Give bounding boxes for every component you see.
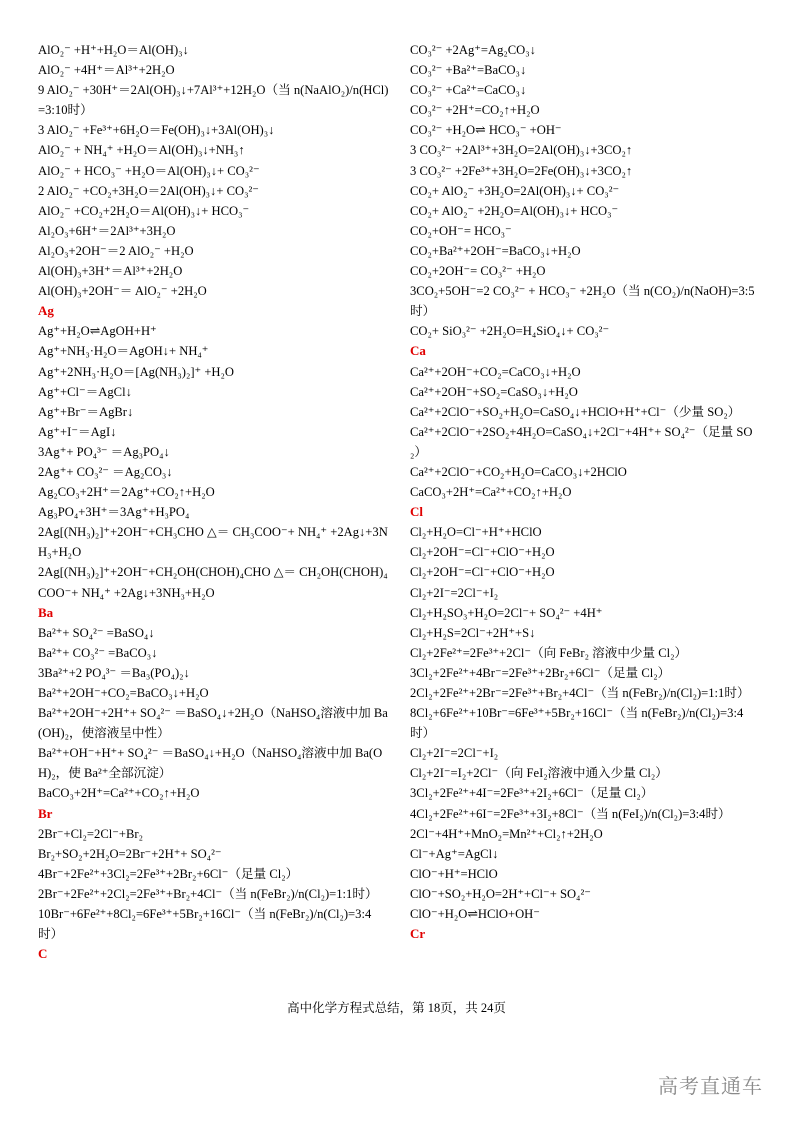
equation-line: CO₃²⁻ +2Ag⁺=Ag₂CO₃↓ <box>410 43 536 57</box>
equation-line: ClO⁻+SO₂+H₂O=2H⁺+Cl⁻+ SO₄²⁻ <box>410 886 591 901</box>
left-column <box>38 40 390 964</box>
equation-line: Al(OH)₃+3H⁺＝Al³⁺+2H₂O <box>38 264 183 279</box>
equation-line: CO₂+ AlO₂⁻ +2H₂O=Al(OH)₃↓+ HCO₃⁻ <box>410 203 619 218</box>
equation-line: Cl₂+2I⁻=2Cl⁻+I₂ <box>410 585 499 600</box>
equation-line: Al(OH)₃+2OH⁻＝ AlO₂⁻ +2H₂O <box>38 284 207 299</box>
equation-line: 10Br⁻+6Fe²⁺+8Cl₂=6Fe³⁺+5Br₂+16Cl⁻（当 n(FeBr₂)/n(Cl₂)=3:4时） <box>38 907 372 942</box>
equation-line: 9 AlO₂⁻ +30H⁺＝2Al(OH)₃↓+7Al³⁺+12H₂O（当 n(NaAlO₂)/n(HCl)=3:10时） <box>38 83 389 118</box>
section-heading: Ag <box>38 303 54 319</box>
equation-line: Ba²⁺+ SO₄²⁻ =BaSO₄↓ <box>38 625 155 640</box>
equation-line: 8Cl₂+6Fe²⁺+10Br⁻=6Fe³⁺+5Br₂+16Cl⁻（当 n(FeBr₂)/n(Cl₂)=3:4时） <box>410 706 744 741</box>
equation-line: Cl₂+2I⁻=2Cl⁻+I₂ <box>410 746 499 761</box>
section-heading: Br <box>38 805 53 821</box>
equation-line: Ag⁺+H₂O⇌AgOH+H⁺ <box>38 324 157 339</box>
equation-line: 4Br⁻+2Fe²⁺+3Cl₂=2Fe³⁺+2Br₂+6Cl⁻（足量 Cl₂） <box>38 866 299 881</box>
equation-line: Ag⁺+I⁻＝AgI↓ <box>38 424 117 439</box>
section-heading: Ca <box>410 343 426 359</box>
equation-line: CO₂+2OH⁻= CO₃²⁻ +H₂O <box>410 264 546 279</box>
equation-line: ClO⁻+H⁺=HClO <box>410 866 498 881</box>
equation-line: AlO₂⁻ +4H⁺＝Al³⁺+2H₂O <box>38 63 175 78</box>
equation-line: CO₃²⁻ +H₂O⇌ HCO₃⁻ +OH⁻ <box>410 123 562 138</box>
equation-line: Ba²⁺+OH⁻+H⁺+ SO₄²⁻ ＝BaSO₄↓+H₂O（NaHSO₄溶液中加 Ba(OH)₂，使 Ba²⁺全部沉淀） <box>38 746 383 781</box>
equation-line: Ba²⁺+2OH⁻+2H⁺+ SO₄²⁻ ＝BaSO₄↓+2H₂O（NaHSO₄溶液中加 Ba(OH)₂，使溶液呈中性） <box>38 706 388 741</box>
equation-line: Cl₂+H₂SO₃+H₂O=2Cl⁻+ SO₄²⁻ +4H⁺ <box>410 605 603 620</box>
equation-line: CO₃²⁻ +Ca²⁺=CaCO₃↓ <box>410 83 527 98</box>
equation-line: 2 AlO₂⁻ +CO₂+3H₂O＝2Al(OH)₃↓+ CO₃²⁻ <box>38 183 259 198</box>
equation-line: Ca²⁺+2ClO⁻+SO₂+H₂O=CaSO₄↓+HClO+H⁺+Cl⁻（少量 SO₂） <box>410 404 741 419</box>
equation-line: Cl₂+2OH⁻=Cl⁻+ClO⁻+H₂O <box>410 545 555 560</box>
equation-line: CO₃²⁻ +Ba²⁺=BaCO₃↓ <box>410 63 527 78</box>
right-column <box>410 40 760 944</box>
equation-line: 3 CO₃²⁻ +2Al³⁺+3H₂O=2Al(OH)₃↓+3CO₂↑ <box>410 143 633 158</box>
section-heading: Ba <box>38 604 54 620</box>
equation-line: Cl₂+H₂S=2Cl⁻+2H⁺+S↓ <box>410 625 536 640</box>
watermark: 高考直通车 <box>658 1074 763 1098</box>
equation-line: Ca²⁺+2OH⁻+SO₂=CaSO₃↓+H₂O <box>410 384 578 399</box>
equation-line: Cl₂+2OH⁻=Cl⁻+ClO⁻+H₂O <box>410 565 555 580</box>
equation-line: 3 CO₃²⁻ +2Fe³⁺+3H₂O=2Fe(OH)₃↓+3CO₂↑ <box>410 163 633 178</box>
equation-line: Al₂O₃+2OH⁻＝2 AlO₂⁻ +H₂O <box>38 243 194 258</box>
equation-line: Br₂+SO₂+2H₂O=2Br⁻+2H⁺+ SO₄²⁻ <box>38 846 222 861</box>
equation-line: Ca²⁺+2OH⁻+CO₂=CaCO₃↓+H₂O <box>410 364 581 379</box>
equation-line: Cl₂+2I⁻=I₂+2Cl⁻（向 FeI₂溶液中通入少量 Cl₂） <box>410 766 668 781</box>
equation-line: 3Cl₂+2Fe²⁺+4Br⁻=2Fe³⁺+2Br₂+6Cl⁻（足量 Cl₂） <box>410 665 671 680</box>
equation-line: Ag₃PO₄+3H⁺＝3Ag⁺+H₃PO₄ <box>38 505 190 520</box>
section-heading: Cl <box>410 504 423 520</box>
equation-line: CO₂+Ba²⁺+2OH⁻=BaCO₃↓+H₂O <box>410 243 581 258</box>
equation-line: CO₂+ AlO₂⁻ +3H₂O=2Al(OH)₃↓+ CO₃²⁻ <box>410 183 620 198</box>
equation-line: Al₂O₃+6H⁺＝2Al³⁺+3H₂O <box>38 223 176 238</box>
equation-line: 3 AlO₂⁻ +Fe³⁺+6H₂O＝Fe(OH)₃↓+3Al(OH)₃↓ <box>38 123 275 138</box>
equation-line: CO₂+ SiO₃²⁻ +2H₂O=H₄SiO₄↓+ CO₃²⁻ <box>410 324 610 339</box>
section-heading: Cr <box>410 926 426 942</box>
section-heading: C <box>38 946 48 962</box>
equation-line: CO₃²⁻ +2H⁺=CO₂↑+H₂O <box>410 103 540 118</box>
equation-line: AlO₂⁻ +CO₂+2H₂O＝Al(OH)₃↓+ HCO₃⁻ <box>38 203 250 218</box>
equation-line: ClO⁻+H₂O⇌HClO+OH⁻ <box>410 907 540 922</box>
equation-line: CaCO₃+2H⁺=Ca²⁺+CO₂↑+H₂O <box>410 485 572 500</box>
equation-line: 2Cl⁻+4H⁺+MnO₂=Mn²⁺+Cl₂↑+2H₂O <box>410 826 603 841</box>
equation-line: 2Ag[(NH₃)₂]⁺+2OH⁻+CH₃CHO △＝ CH₃COO⁻+ NH₄⁺ +2Ag↓+3NH₃+H₂O <box>38 525 388 560</box>
equation-line: Ba²⁺+ CO₃²⁻ =BaCO₃↓ <box>38 645 158 660</box>
equation-line: 3CO₂+5OH⁻=2 CO₃²⁻ + HCO₃⁻ +2H₂O（当 n(CO₂)/n(NaOH)=3:5时） <box>410 284 755 319</box>
equation-line: 3Cl₂+2Fe²⁺+4I⁻=2Fe³⁺+2I₂+6Cl⁻（足量 Cl₂） <box>410 786 654 801</box>
equation-line: AlO₂⁻ +H⁺+H₂O＝Al(OH)₃↓ <box>38 43 189 57</box>
equation-line: 3Ba²⁺+2 PO₄³⁻ ＝Ba₃(PO₄)₂↓ <box>38 665 190 680</box>
equation-line: AlO₂⁻ + NH₄⁺ +H₂O＝Al(OH)₃↓+NH₃↑ <box>38 143 245 158</box>
equation-line: Cl₂+2Fe²⁺=2Fe³⁺+2Cl⁻（向 FeBr₂ 溶液中少量 Cl₂） <box>410 645 688 660</box>
equation-line: Ag₂CO₃+2H⁺＝2Ag⁺+CO₂↑+H₂O <box>38 485 215 500</box>
equation-line: 2Br⁻+2Fe²⁺+2Cl₂=2Fe³⁺+Br₂+4Cl⁻（当 n(FeBr₂)/n(Cl₂)=1:1时） <box>38 886 378 901</box>
equation-line: 2Ag⁺+ CO₃²⁻ ＝Ag₂CO₃↓ <box>38 464 173 479</box>
equation-line: 2Br⁻+Cl₂=2Cl⁻+Br₂ <box>38 826 143 841</box>
equation-line: 4Cl₂+2Fe²⁺+6I⁻=2Fe³⁺+3I₂+8Cl⁻（当 n(FeI₂)/n(Cl₂)=3:4时） <box>410 806 731 821</box>
equation-line: Ag⁺+Cl⁻＝AgCl↓ <box>38 384 132 399</box>
equation-line: Ca²⁺+2ClO⁻+CO₂+H₂O=CaCO₃↓+2HClO <box>410 464 627 479</box>
equation-line: 3Ag⁺+ PO₄³⁻ ＝Ag₃PO₄↓ <box>38 444 170 459</box>
equation-line: Ca²⁺+2ClO⁻+2SO₂+4H₂O=CaSO₄↓+2Cl⁻+4H⁺+ SO₄²⁻（足量 SO₂） <box>410 424 753 459</box>
equation-line: 2Ag[(NH₃)₂]⁺+2OH⁻+CH₂OH(CHOH)₄CHO △＝ CH₂OH(CHOH)₄COO⁻+ NH₄⁺ +2Ag↓+3NH₃+H₂O <box>38 565 388 600</box>
equation-line: AlO₂⁻ + HCO₃⁻ +H₂O＝Al(OH)₃↓+ CO₃²⁻ <box>38 163 260 178</box>
equation-line: Cl⁻+Ag⁺=AgCl↓ <box>410 846 499 861</box>
equation-line: CO₂+OH⁻= HCO₃⁻ <box>410 223 512 238</box>
equation-line: Ag⁺+NH₃·H₂O＝AgOH↓+ NH₄⁺ <box>38 344 209 359</box>
equation-line: Ba²⁺+2OH⁻+CO₂=BaCO₃↓+H₂O <box>38 686 209 700</box>
equation-line: Ag⁺+Br⁻＝AgBr↓ <box>38 404 134 419</box>
page-footer: 高中化学方程式总结，第 18页，共 24页 <box>287 1001 506 1015</box>
equation-line: Cl₂+H₂O=Cl⁻+H⁺+HClO <box>410 525 542 540</box>
equation-line: Ag⁺+2NH₃·H₂O＝[Ag(NH₃)₂]⁺ +H₂O <box>38 364 235 379</box>
equation-line: BaCO₃+2H⁺=Ca²⁺+CO₂↑+H₂O <box>38 786 200 801</box>
equation-line: 2Cl₂+2Fe²⁺+2Br⁻=2Fe³⁺+Br₂+4Cl⁻（当 n(FeBr₂)/n(Cl₂)=1:1时） <box>410 686 750 700</box>
